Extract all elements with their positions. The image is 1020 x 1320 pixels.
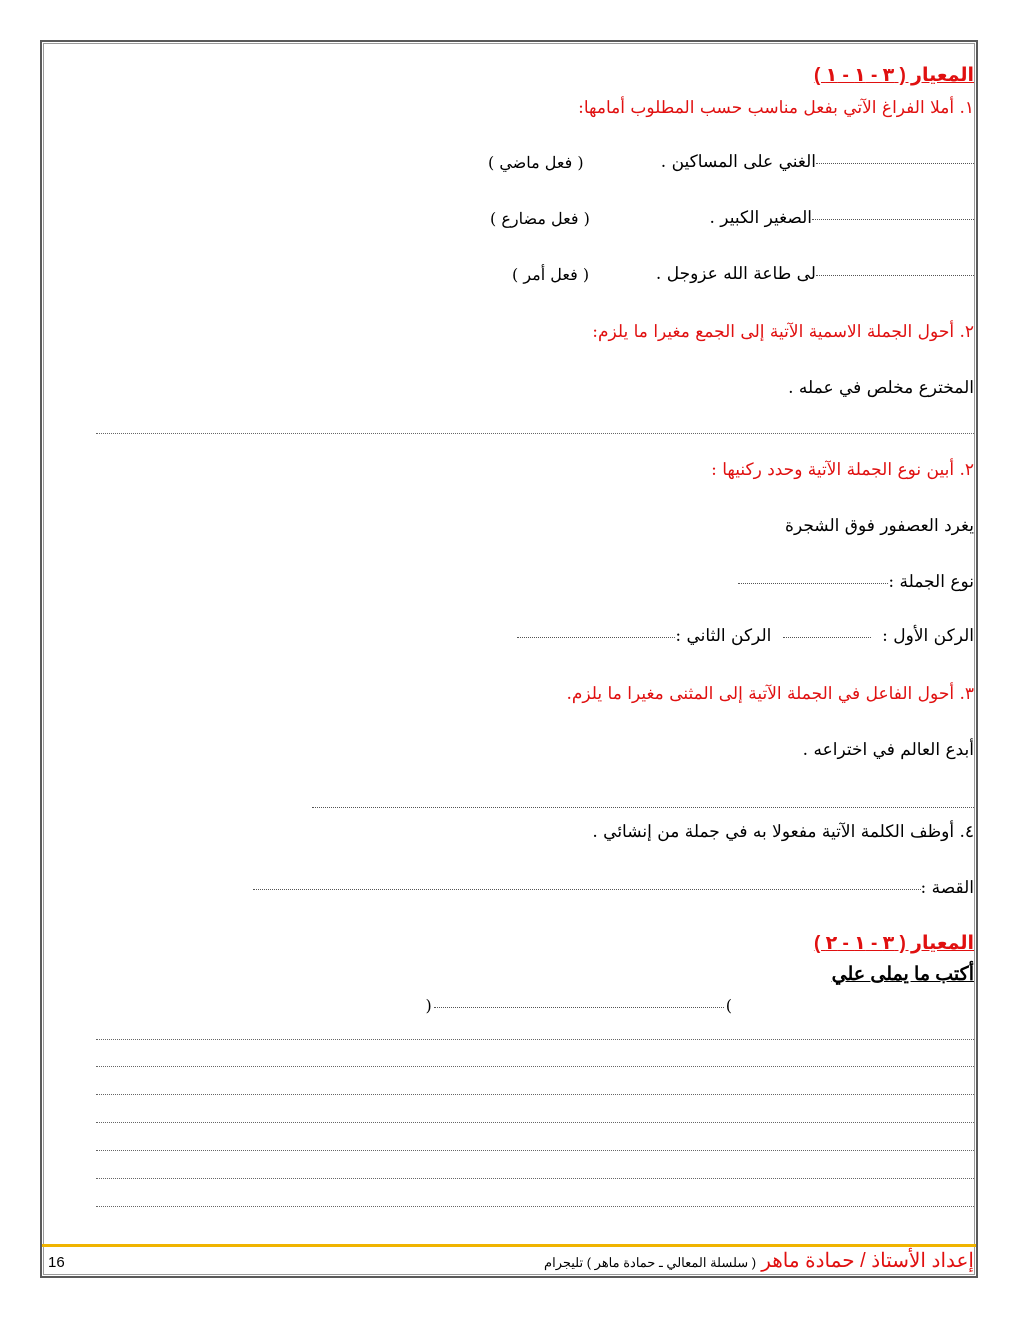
q1-item-3-hint: ( فعل أمر ) [512,265,590,284]
blank-line[interactable] [816,162,974,164]
dictation-title: أكتب ما يملى علي [831,964,974,985]
blank-line[interactable] [253,888,921,890]
q3-type-label: نوع الجملة : [888,572,974,592]
writing-line[interactable] [96,1094,974,1095]
blank-line[interactable] [517,636,675,638]
question-1-title: ١. أملا الفراغ الآتي بفعل مناسب حسب المطلوب أمامها: [578,98,974,118]
standard-heading-1: المعيار ( ٣ - ١ - ١ ) [813,65,974,86]
q1-item-1-hint: ( فعل ماضي ) [488,153,584,172]
q3-sentence: يغرد العصفور فوق الشجرة [785,516,974,536]
q1-item-3 [656,264,974,284]
dictation-title-field[interactable] [420,996,732,1015]
footer-series: ( سلسلة المعالي ـ حمادة ماهر ) تليجرام [544,1255,757,1270]
blank-line[interactable] [783,636,871,638]
question-5-title: ٤. أوظف الكلمة الآتية مفعولا به في جملة من إنشائي . [592,822,974,842]
question-2-title: ٢. أحول الجملة الاسمية الآتية إلى الجمع مغيرا ما يلزم: [592,322,974,342]
q1-item-2-hint: ( فعل مضارع ) [490,209,590,228]
q1-item-1 [661,152,974,172]
question-4-title: ٣. أحول الفاعل في الجملة الآتية إلى المثنى مغيرا ما يلزم. [566,684,974,704]
writing-line[interactable] [96,1150,974,1151]
blank-line[interactable] [816,274,974,276]
blank-line[interactable] [812,218,974,220]
q4-answer-line[interactable] [312,796,974,815]
footer-author: إعداد الأستاذ / حمادة ماهر [761,1250,974,1272]
q1-item-3-text: لى طاعة الله عزوجل . [655,264,816,284]
footer-rule [42,1244,976,1247]
writing-line[interactable] [96,1206,974,1207]
writing-line[interactable] [96,1122,974,1123]
q2-sentence: المخترع مخلص في عمله . [788,378,974,398]
q3-first-label: الركن الأول : [882,626,974,646]
blank-line[interactable] [738,582,888,584]
q1-item-2-text: الصغير الكبير . [709,208,812,228]
question-3-title: ٢. أبين نوع الجملة الآتية وحدد ركنيها : [711,460,974,480]
q4-sentence: أبدع العالم في اختراعه . [802,740,974,760]
q5-word-label: القصة : [920,878,974,898]
writing-line[interactable] [96,1178,974,1179]
q1-item-2 [710,208,975,228]
q3-second-label: الركن الثاني : [675,626,772,646]
writing-line[interactable] [96,1066,974,1067]
q1-item-1-text: الغني على المساكين . [660,152,816,172]
q5-word-row [253,878,975,898]
q3-parts-row [517,626,974,646]
close-paren: ) [425,996,432,1015]
q3-type-row [738,572,974,592]
page-number: 16 [48,1254,65,1271]
footer-credit [544,1248,974,1273]
blank-line[interactable] [312,806,974,808]
open-paren: ( [725,996,732,1015]
standard-heading-2: المعيار ( ٣ - ١ - ٢ ) [813,933,974,954]
writing-line[interactable] [96,1039,974,1040]
blank-line[interactable] [434,1006,724,1008]
answer-line[interactable] [96,433,974,434]
